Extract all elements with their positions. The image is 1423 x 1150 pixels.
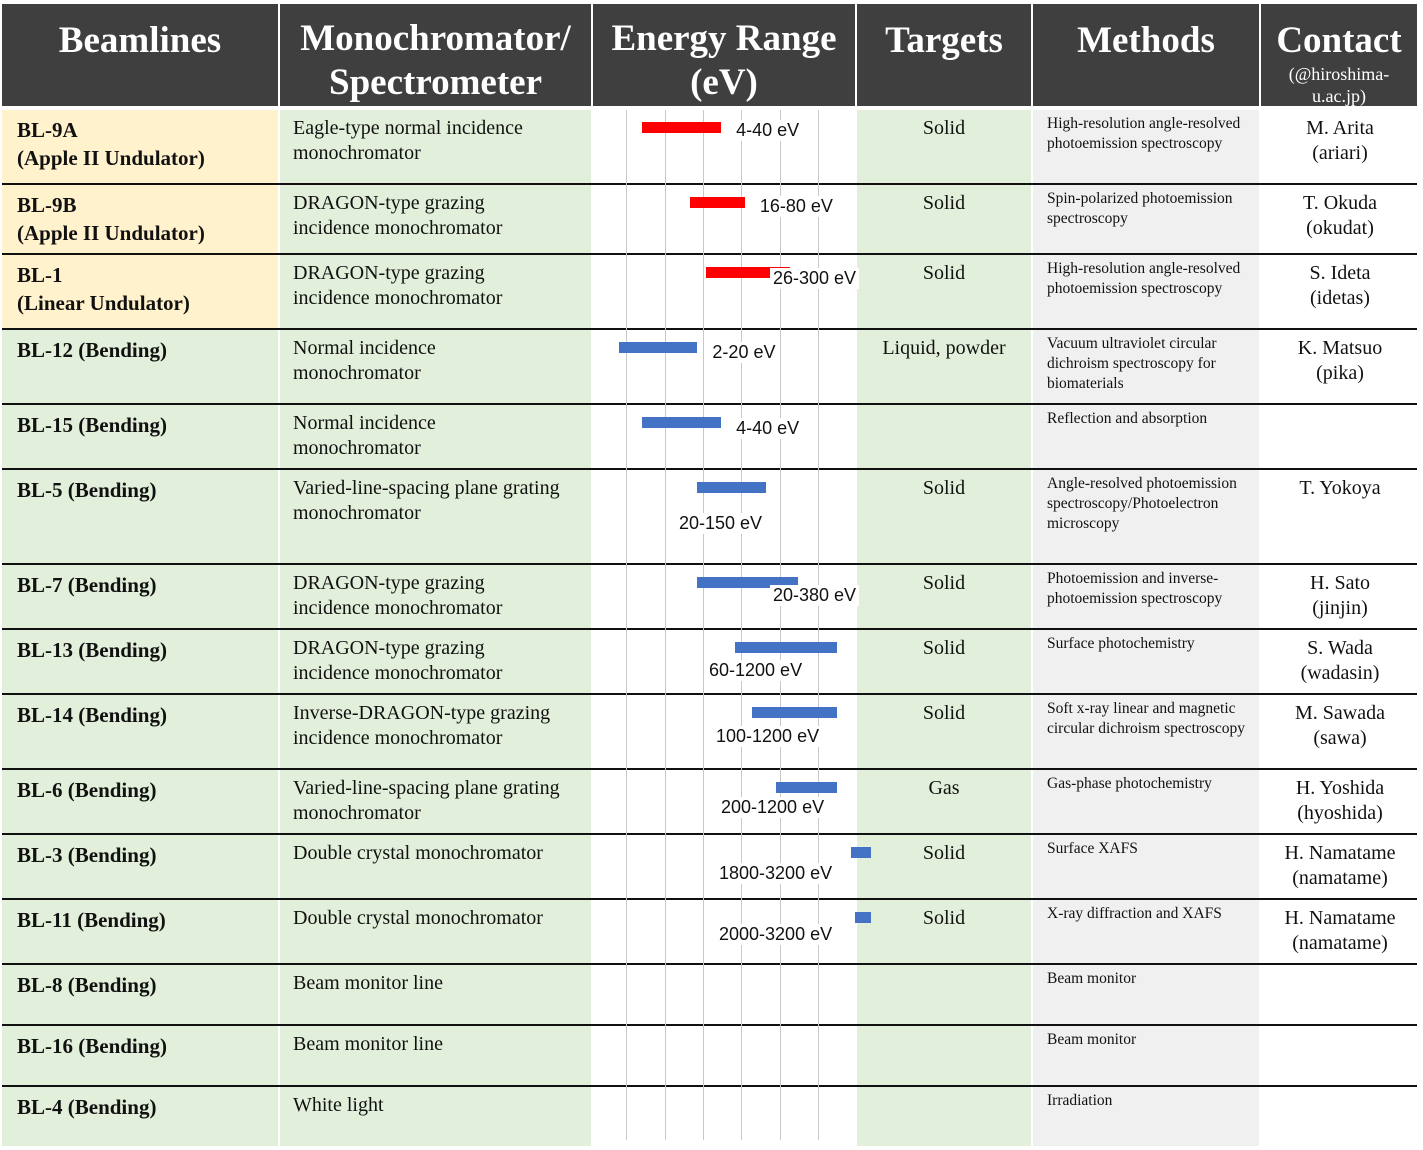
- header-monochromator: [280, 4, 591, 106]
- beamline-name-line1: BL-9B: [17, 193, 77, 217]
- table-row: [0, 835, 1423, 898]
- beamline-name-line2: (Apple II Undulator): [17, 146, 205, 170]
- beamline-name: [2, 255, 278, 328]
- contact-text: M. Arita: [1306, 117, 1374, 139]
- energy-range-label: 200-1200 eV: [718, 797, 827, 818]
- contact-cell: [1261, 1026, 1419, 1085]
- monochromator-text: Double crystal monochromator: [293, 842, 543, 864]
- beamline-name: [2, 835, 278, 898]
- beamline-name: [2, 770, 278, 833]
- contact-text: (namatame): [1292, 932, 1388, 954]
- energy-gridline: [665, 110, 666, 1140]
- monochromator-text: monochromator: [293, 802, 421, 824]
- beamline-name-line1: BL-6 (Bending): [17, 778, 157, 802]
- energy-gridline: [741, 110, 742, 1140]
- contact-text: (namatame): [1292, 867, 1388, 889]
- target-cell: Solid: [857, 110, 1031, 183]
- beamline-name: [2, 900, 278, 963]
- energy-range-label: 2-20 eV: [709, 342, 778, 363]
- table-row: [0, 1026, 1423, 1085]
- beamline-name: [2, 695, 278, 768]
- beamline-name-line2: (Linear Undulator): [17, 291, 190, 315]
- energy-range-bar: [697, 482, 766, 493]
- method-cell: Beam monitor: [1033, 1026, 1259, 1085]
- contact-text: (ariari): [1312, 142, 1368, 164]
- target-cell: Solid: [857, 470, 1031, 563]
- header-contact: [1261, 4, 1417, 106]
- table-row: [0, 565, 1423, 628]
- contact-cell: [1261, 330, 1419, 403]
- header-contact-sub2: u.ac.jp): [1312, 86, 1366, 106]
- monochromator-cell: [280, 565, 591, 628]
- contact-cell: [1261, 565, 1419, 628]
- target-cell: Solid: [857, 835, 1031, 898]
- monochromator-cell: [280, 330, 591, 403]
- target-cell: Solid: [857, 185, 1031, 253]
- monochromator-cell: [280, 835, 591, 898]
- target-cell: [857, 405, 1031, 468]
- header-methods-label: Methods: [1077, 20, 1215, 61]
- table-row: [0, 185, 1423, 253]
- energy-range-label: 16-80 eV: [757, 196, 836, 217]
- beamline-name: [2, 965, 278, 1024]
- beamline-name-line1: BL-13 (Bending): [17, 638, 167, 662]
- beamline-name: [2, 630, 278, 693]
- contact-cell: [1261, 965, 1419, 1024]
- beamline-name-line1: BL-9A: [17, 118, 78, 142]
- contact-text: H. Namatame: [1284, 842, 1396, 864]
- contact-cell: [1261, 255, 1419, 328]
- monochromator-cell: [280, 630, 591, 693]
- contact-text: K. Matsuo: [1297, 337, 1383, 359]
- beamline-name-line1: BL-1: [17, 263, 63, 287]
- monochromator-text: Beam monitor line: [293, 972, 443, 994]
- target-cell: [857, 1087, 1031, 1146]
- beamline-name: [2, 185, 278, 253]
- energy-range-bar: [735, 642, 837, 653]
- contact-cell: [1261, 405, 1419, 468]
- monochromator-text: incidence monochromator: [293, 217, 503, 239]
- table-row: [0, 770, 1423, 833]
- beamline-name-line1: BL-12 (Bending): [17, 338, 167, 362]
- energy-range-label: 20-150 eV: [676, 513, 765, 534]
- monochromator-text: Varied-line-spacing plane grating: [293, 477, 560, 499]
- beamline-name-line1: BL-4 (Bending): [17, 1095, 157, 1119]
- method-cell: Reflection and absorption: [1033, 405, 1259, 468]
- monochromator-text: incidence monochromator: [293, 597, 503, 619]
- monochromator-text: incidence monochromator: [293, 287, 503, 309]
- table-row: [0, 900, 1423, 963]
- beamline-name-line1: BL-8 (Bending): [17, 973, 157, 997]
- beamline-name-line2: (Apple II Undulator): [17, 221, 205, 245]
- energy-gridline: [703, 110, 704, 1140]
- target-cell: Liquid, powder: [857, 330, 1031, 403]
- header-mono-line2: Spectrometer: [329, 62, 542, 103]
- monochromator-text: Beam monitor line: [293, 1033, 443, 1055]
- beamline-name-line1: BL-14 (Bending): [17, 703, 167, 727]
- monochromator-text: monochromator: [293, 362, 421, 384]
- monochromator-text: Varied-line-spacing plane grating: [293, 777, 560, 799]
- energy-range-label: 100-1200 eV: [713, 726, 822, 747]
- beamline-name: [2, 470, 278, 563]
- target-cell: Solid: [857, 630, 1031, 693]
- header-energy-line1: Energy Range: [611, 18, 837, 59]
- monochromator-text: DRAGON-type grazing: [293, 192, 485, 214]
- monochromator-cell: [280, 470, 591, 563]
- contact-text: T. Okuda: [1302, 192, 1378, 214]
- header-beamlines-label: Beamlines: [58, 20, 222, 61]
- method-cell: Beam monitor: [1033, 965, 1259, 1024]
- energy-range-bar: [776, 782, 837, 793]
- method-cell: Soft x-ray linear and magnetic circular dichroism spectroscopy: [1033, 695, 1259, 768]
- contact-text: (okudat): [1306, 217, 1374, 239]
- beamline-name: [2, 405, 278, 468]
- contact-cell: [1261, 770, 1419, 833]
- energy-range-label: 1800-3200 eV: [716, 863, 835, 884]
- method-cell: Irradiation: [1033, 1087, 1259, 1146]
- contact-text: (pika): [1316, 362, 1364, 384]
- target-cell: [857, 1026, 1031, 1085]
- header-contact-label: Contact: [1276, 20, 1402, 61]
- beamline-name-line1: BL-7 (Bending): [17, 573, 157, 597]
- monochromator-cell: [280, 770, 591, 833]
- contact-text: (idetas): [1310, 287, 1370, 309]
- beamline-name-line1: BL-16 (Bending): [17, 1034, 167, 1058]
- contact-text: (wadasin): [1300, 662, 1380, 684]
- monochromator-cell: [280, 185, 591, 253]
- monochromator-cell: [280, 405, 591, 468]
- monochromator-text: White light: [293, 1094, 384, 1116]
- header-energy-range: [593, 4, 855, 106]
- beamline-name: [2, 1087, 278, 1146]
- monochromator-cell: [280, 695, 591, 768]
- energy-gridline: [818, 110, 819, 1140]
- monochromator-cell: [280, 900, 591, 963]
- table-row: [0, 330, 1423, 403]
- contact-cell: [1261, 900, 1419, 963]
- monochromator-text: Double crystal monochromator: [293, 907, 543, 929]
- method-cell: Surface XAFS: [1033, 835, 1259, 898]
- header-methods: [1033, 4, 1259, 106]
- monochromator-text: Inverse-DRAGON-type grazing: [293, 702, 551, 724]
- beamline-name: [2, 110, 278, 183]
- target-cell: Solid: [857, 565, 1031, 628]
- contact-text: H. Sato: [1310, 572, 1370, 594]
- contact-text: H. Namatame: [1284, 907, 1396, 929]
- contact-cell: [1261, 835, 1419, 898]
- header-contact-sub1: (@hiroshima-: [1288, 64, 1390, 84]
- header-beamlines: [2, 4, 278, 106]
- monochromator-text: monochromator: [293, 437, 421, 459]
- target-cell: Gas: [857, 770, 1031, 833]
- target-cell: Solid: [857, 695, 1031, 768]
- energy-gridline: [780, 110, 781, 1140]
- monochromator-text: incidence monochromator: [293, 662, 503, 684]
- contact-cell: [1261, 470, 1419, 563]
- energy-range-bar: [619, 342, 698, 353]
- method-cell: High-resolution angle-resolved photoemission spectroscopy: [1033, 255, 1259, 328]
- contact-cell: [1261, 110, 1419, 183]
- header-targets-label: Targets: [885, 20, 1003, 61]
- monochromator-text: Normal incidence: [293, 337, 436, 359]
- table-row: [0, 405, 1423, 468]
- energy-range-bar: [690, 197, 745, 208]
- target-cell: [857, 965, 1031, 1024]
- contact-cell: [1261, 185, 1419, 253]
- contact-text: (hyoshida): [1297, 802, 1383, 824]
- monochromator-cell: [280, 965, 591, 1024]
- table-row: [0, 965, 1423, 1024]
- method-cell: Angle-resolved photoemission spectroscopy/Photoelectron microscopy: [1033, 470, 1259, 563]
- monochromator-text: Normal incidence: [293, 412, 436, 434]
- energy-range-label: 26-300 eV: [770, 268, 859, 289]
- monochromator-text: Eagle-type normal incidence: [293, 117, 523, 139]
- method-cell: Gas-phase photochemistry: [1033, 770, 1259, 833]
- contact-text: S. Ideta: [1309, 262, 1371, 284]
- method-cell: Vacuum ultraviolet circular dichroism spectroscopy for biomaterials: [1033, 330, 1259, 403]
- monochromator-text: DRAGON-type grazing: [293, 572, 485, 594]
- monochromator-text: monochromator: [293, 142, 421, 164]
- contact-text: T. Yokoya: [1299, 477, 1381, 499]
- contact-text: M. Sawada: [1295, 702, 1385, 724]
- energy-gridline: [626, 110, 627, 1140]
- energy-range-label: 20-380 eV: [770, 585, 859, 606]
- method-cell: Spin-polarized photoemission spectroscopy: [1033, 185, 1259, 253]
- header-mono-line1: Monochromator/: [300, 18, 571, 59]
- monochromator-cell: [280, 255, 591, 328]
- energy-range-bar: [642, 122, 721, 133]
- contact-cell: [1261, 695, 1419, 768]
- contact-text: (sawa): [1313, 727, 1367, 749]
- energy-range-bar: [855, 912, 871, 923]
- monochromator-cell: [280, 1087, 591, 1146]
- header-targets: [857, 4, 1031, 106]
- beamline-name-line1: BL-11 (Bending): [17, 908, 166, 932]
- target-cell: Solid: [857, 900, 1031, 963]
- energy-range-label: 60-1200 eV: [706, 660, 805, 681]
- table-row: [0, 110, 1423, 183]
- monochromator-text: DRAGON-type grazing: [293, 262, 485, 284]
- contact-text: S. Wada: [1307, 637, 1373, 659]
- beamline-name: [2, 330, 278, 403]
- method-cell: X-ray diffraction and XAFS: [1033, 900, 1259, 963]
- table-row: [0, 1087, 1423, 1146]
- method-cell: Surface photochemistry: [1033, 630, 1259, 693]
- beamline-name-line1: BL-3 (Bending): [17, 843, 157, 867]
- header-energy-line2: (eV): [690, 62, 758, 103]
- method-cell: Photoemission and inverse-photoemission spectroscopy: [1033, 565, 1259, 628]
- target-cell: Solid: [857, 255, 1031, 328]
- beamline-name: [2, 565, 278, 628]
- beamline-name-line1: BL-15 (Bending): [17, 413, 167, 437]
- contact-text: (jinjin): [1312, 597, 1368, 619]
- energy-range-bar: [752, 707, 837, 718]
- table-row: [0, 695, 1423, 768]
- energy-range-label: 4-40 eV: [733, 418, 802, 439]
- energy-range-label: 2000-3200 eV: [716, 924, 835, 945]
- table-row: [0, 255, 1423, 328]
- monochromator-text: DRAGON-type grazing: [293, 637, 485, 659]
- contact-cell: [1261, 630, 1419, 693]
- monochromator-text: monochromator: [293, 502, 421, 524]
- monochromator-cell: [280, 1026, 591, 1085]
- beamline-name-line1: BL-5 (Bending): [17, 478, 157, 502]
- monochromator-text: incidence monochromator: [293, 727, 503, 749]
- monochromator-cell: [280, 110, 591, 183]
- energy-range-bar: [851, 847, 871, 858]
- contact-cell: [1261, 1087, 1419, 1146]
- method-cell: High-resolution angle-resolved photoemission spectroscopy: [1033, 110, 1259, 183]
- energy-range-bar: [642, 417, 721, 428]
- contact-text: H. Yoshida: [1295, 777, 1385, 799]
- energy-range-label: 4-40 eV: [733, 120, 802, 141]
- beamline-name: [2, 1026, 278, 1085]
